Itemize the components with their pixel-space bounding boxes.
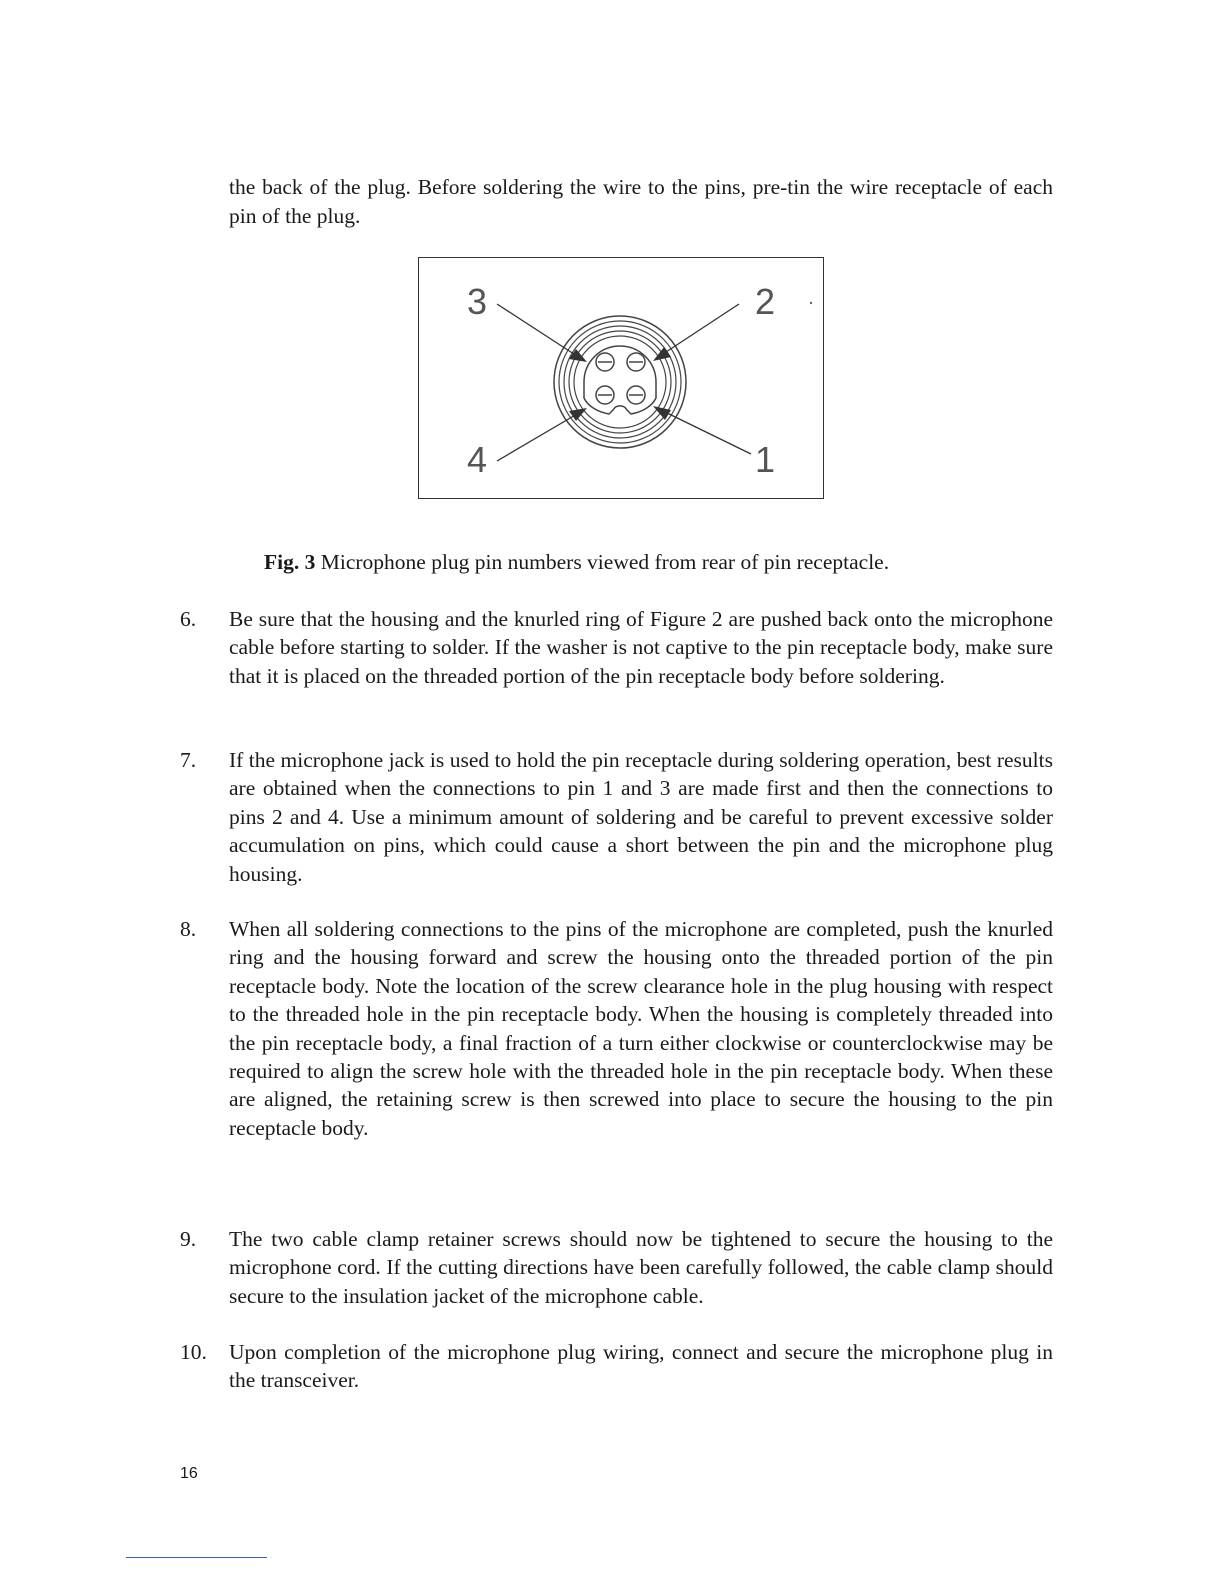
pin-1-leader bbox=[653, 406, 751, 454]
pin-4-leader bbox=[497, 408, 587, 461]
step-number: 7. bbox=[180, 748, 197, 772]
pin-4-label: 4 bbox=[467, 439, 488, 480]
pin-4-contact bbox=[596, 386, 614, 404]
footer-rule bbox=[126, 1557, 267, 1558]
figure-caption bbox=[264, 548, 1024, 576]
pin-3-leader bbox=[497, 304, 587, 362]
step-number: 8. bbox=[180, 917, 197, 941]
pin-2-contact bbox=[627, 353, 645, 371]
pin-1-label: 1 bbox=[755, 439, 776, 480]
step-text: The two cable clamp retainer screws should now be tightened to secure the housing to the microphone cord. If the cutting directions have been carefully followed, the cable clamp should secure to the insulation jacket of the microphone cable. bbox=[229, 1227, 1053, 1308]
step-number: 10. bbox=[180, 1340, 207, 1364]
step-text: Upon completion of the microphone plug wiring, connect and secure the microphone plug in the transceiver. bbox=[229, 1340, 1053, 1393]
pin-2-label: 2 bbox=[755, 281, 776, 322]
figure-caption-label: Fig. 3 bbox=[264, 550, 316, 574]
pin-3-label: 3 bbox=[467, 281, 488, 322]
step-text: When all soldering connections to the pins of the microphone are completed, push the knurled ring and the housing forward and screw the housing onto the threaded portion of the pin receptacle body. Note the location of the screw clearance hole in the plug housing with respect to the threaded hole in the pin receptacle body. When the housing is completely threaded into the pin receptacle body, a final fraction of a turn either clockwise or counterclockwise may be required to align the screw hole with the threaded hole in the pin receptacle body. When these are aligned, the retaining screw is then screwed into place to secure the housing to the pin receptacle body. bbox=[229, 917, 1053, 1140]
pin-2-leader bbox=[653, 304, 739, 361]
intro-paragraph: the back of the plug. Before soldering the wire to the pins, pre-tin the wire receptacle of each pin of the plug. bbox=[229, 175, 1053, 228]
step-number: 9. bbox=[180, 1227, 197, 1251]
figure-caption-text: Microphone plug pin numbers viewed from rear of pin receptacle. bbox=[315, 550, 890, 574]
plug-pin-diagram bbox=[419, 258, 823, 498]
connector-body bbox=[554, 316, 686, 448]
step-number: 6. bbox=[180, 607, 197, 631]
step-text: If the microphone jack is used to hold the pin receptacle during soldering operation, best results are obtained when the connections to pin 1 and 3 are made first and then the connections to pins 2 and 4. Use a minimum amount of soldering and be careful to prevent excessive solder accumulation on pins, which could cause a short between the pin and the microphone plug housing. bbox=[229, 748, 1053, 886]
page-number: 16 bbox=[180, 1465, 198, 1482]
pin-3-contact bbox=[596, 353, 614, 371]
figure-3-diagram bbox=[418, 257, 824, 499]
step-text: Be sure that the housing and the knurled ring of Figure 2 are pushed back onto the microphone cable before starting to solder. If the washer is not captive to the pin receptacle body, make sure that it is placed on the threaded portion of the pin receptacle body before soldering. bbox=[229, 607, 1053, 688]
stray-dot bbox=[810, 302, 812, 304]
pin-1-contact bbox=[627, 386, 645, 404]
